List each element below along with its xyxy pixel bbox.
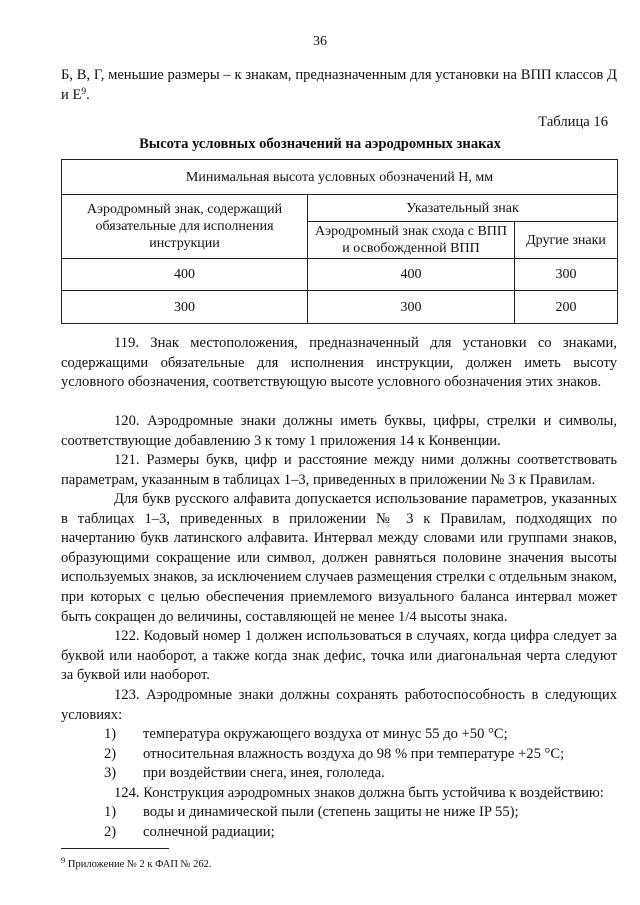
paragraph-119: 119. Знак местоположения, предназначенный для установки со знаками, содержащими обязательные для исполнения инструкции, должен иметь высоту условного обозначения, соответствующую высоте условного обозначения этих знаков. [61, 335, 617, 391]
table-cell: 300 [62, 291, 308, 324]
footnote-ref: 9 [81, 86, 87, 97]
table-header-exit: Аэродромный знак схода с ВПП и освобожденной ВПП [308, 222, 515, 259]
table-cell: 400 [62, 259, 308, 291]
list-item-text: температура окружающего воздуха от минус 55 до +50 °С; [143, 726, 508, 742]
list-item-text: солнечной радиации; [143, 824, 275, 840]
list-item-number: 2) [104, 824, 117, 840]
intro-end: . [86, 86, 90, 103]
table-header-main: Минимальная высота условных обозначений Н, мм [62, 160, 618, 195]
page-number: 36 [313, 34, 327, 49]
footnote [61, 855, 212, 872]
footnote-mark: 9 [61, 855, 66, 865]
table-header-mandatory: Аэродромный знак, содержащий обязательные для исполнения инструкции [62, 195, 308, 259]
table-row [62, 259, 618, 291]
paragraph-124: 124. Конструкция аэродромных знаков должна быть устойчива к воздействию: [114, 785, 604, 801]
list-item-number: 1) [104, 804, 117, 820]
paragraph-122: 122. Кодовый номер 1 должен использоваться в случаях, когда цифра следует за буквой или наоборот, а также когда знак дефис, точка или диагональная черта следуют за буквой или наоборот. [61, 628, 617, 684]
table-cell: 300 [515, 259, 618, 291]
paragraph-123: 123. Аэродромные знаки должны сохранять работоспособность в следующих условиях: [61, 687, 617, 723]
paragraph-120: 120. Аэродромные знаки должны иметь буквы, цифры, стрелки и символы, соответствующие добавлению 3 к тому 1 приложения 14 к Конвенции. [61, 413, 617, 449]
footnote-text: Приложение № 2 к ФАП № 262. [65, 859, 212, 870]
table-cell: 300 [308, 291, 515, 324]
paragraph-121-continued: Для букв русского алфавита допускается использование параметров, указанных в таблицах 1–3, приведенных в приложении № 3 к Правилам, подходящих по начертанию букв латинского алфавита. Интервал между словами или группами знаков, образующими сокращение или символ, должен равняться половине значения высоты используемых знаков, за исключением случаев размещения стрелки с отдельным знаком, при которых с целью обеспечения приемлемого визуального баланса интервал может быть сокращен до величины, составляющей не менее 1/4 высоты знака. [61, 491, 617, 625]
list-item-text: при воздействии снега, инея, гололеда. [143, 765, 385, 781]
intro-text: Б, В, Г, меньшие размеры – к знакам, предназначенным для установки на ВПП классов Д и Е [61, 67, 617, 103]
list-item-number: 1) [104, 726, 117, 742]
table-label: Таблица 16 [538, 114, 608, 130]
footnote-divider [61, 848, 169, 849]
list-item-number: 2) [104, 746, 117, 762]
table-title: Высота условных обозначений на аэродромных знаках [139, 136, 501, 152]
table-header-other: Другие знаки [515, 222, 618, 259]
table-cell: 200 [515, 291, 618, 324]
list-item-number: 3) [104, 765, 117, 781]
list-item-text: относительная влажность воздуха до 98 % при температуре +25 °С; [143, 746, 565, 762]
symbol-height-table [61, 159, 618, 324]
paragraph-121: 121. Размеры букв, цифр и расстояние между ними должны соответствовать параметрам, указанным в таблицах 1–3, приведенных в приложении № 3 к Правилам. [61, 452, 617, 488]
intro-paragraph [61, 66, 617, 105]
table-row [62, 291, 618, 324]
list-item-text: воды и динамической пыли (степень защиты не ниже IP 55); [143, 804, 519, 820]
table-cell: 400 [308, 259, 515, 291]
table-header-indicator: Указательный знак [308, 195, 618, 222]
